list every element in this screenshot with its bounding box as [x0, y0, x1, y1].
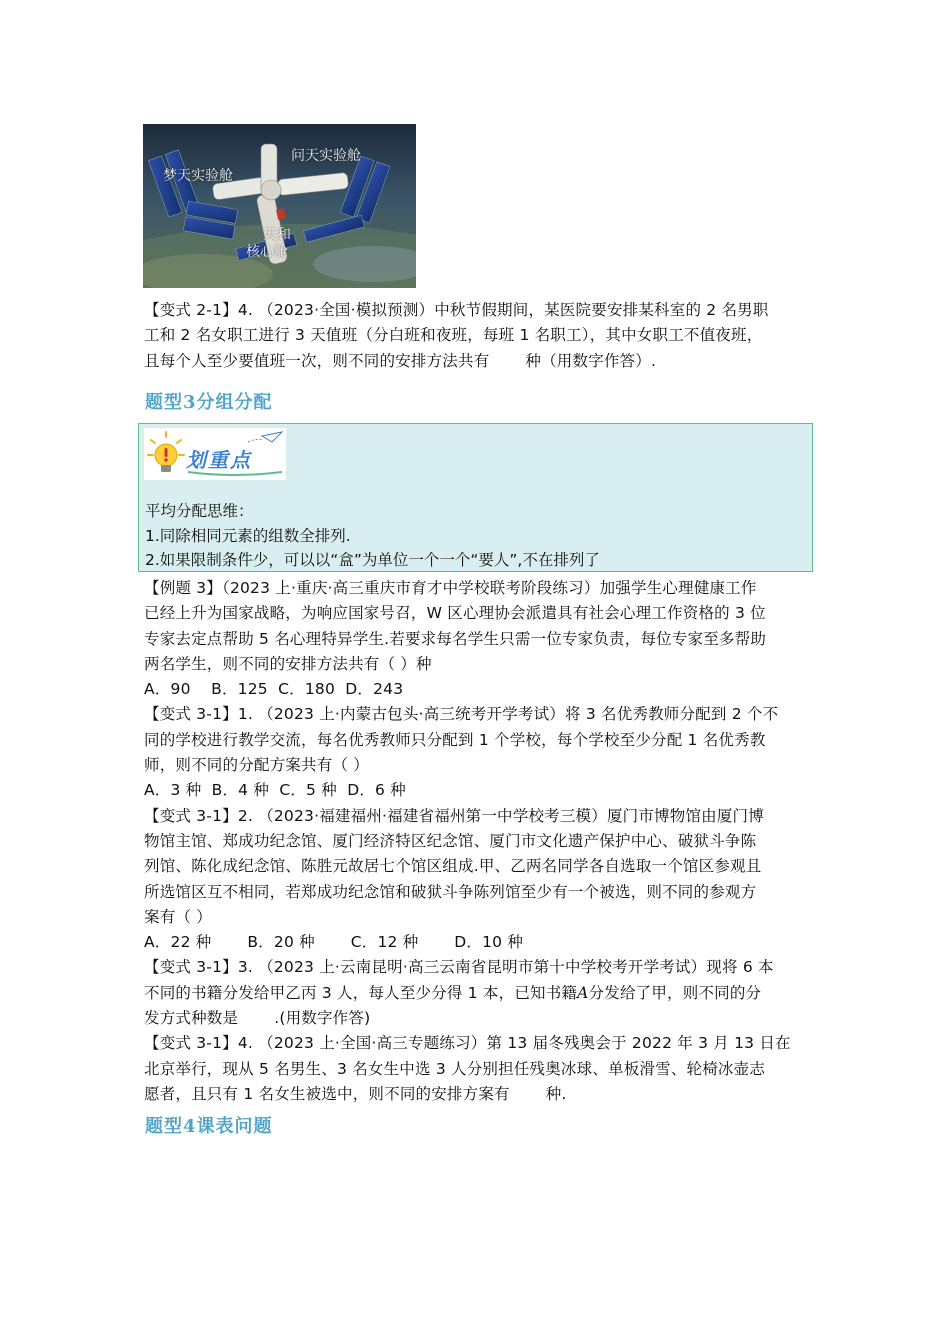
label-mengtian: 梦天实验舱: [163, 168, 233, 184]
space-station-illustration: [143, 124, 416, 288]
text-span: 种.: [545, 1084, 567, 1103]
keypoint-item: 2.如果限制条件少，可以以“盒”为单位一个一个“要人”,不在排列了: [145, 551, 600, 569]
label-tianhe: 天和: [263, 227, 291, 243]
keypoint-box: [138, 423, 813, 572]
answer-options: A．3 种 B．4 种 C．5 种 D．6 种: [144, 781, 406, 800]
text-span: 愿者，且只有 1 名女生被选中，则不同的安排方案有: [144, 1084, 510, 1103]
text-line: 工和 2 名女职工进行 3 天值班（分白班和夜班，每班 1 名职工），其中女职工不值夜班，: [144, 326, 763, 345]
text-span: 分发给了甲，则不同的分: [588, 983, 762, 1002]
text-line: 两名学生，则不同的安排方法共有（ ）种: [144, 654, 432, 673]
text-line: 北京举行，现从 5 名男生、3 名女生中选 3 人分别担任残奥冰球、单板滑雪、轮椅冰壶志: [144, 1059, 766, 1078]
text-span: 发方式种数是: [144, 1009, 239, 1028]
label-wentian: 问天实验舱: [291, 148, 361, 164]
text-line: 【变式 2-1】4. （2023·全国·模拟预测）中秋节假期间，某医院要安排某科室的 2 名男职: [144, 301, 769, 319]
text-line: 同的学校进行教学交流，每名优秀教师只分配到 1 个学校，每个学校至少分配 1 名优秀教: [144, 730, 766, 749]
text-line: 列馆、陈化成纪念馆、陈胜元故居七个馆区组成.甲、乙两名同学各自选取一个馆区参观且: [144, 857, 762, 876]
text-line: [144, 349, 812, 374]
variant-2-1-4: [144, 298, 812, 374]
text-line: 【变式 3-1】2. （2023·福建福州·福建省福州第一中学校考三模）厦门市博物馆由厦门博: [144, 806, 764, 825]
text-line: 【例题 3】（2023 上·重庆·高三重庆市育才中学校联考阶段练习）加强学生心理健康工作: [144, 579, 757, 597]
answer-options: A．22 种 B．20 种 C．12 种 D．10 种: [144, 933, 524, 952]
text-line: 专家去定点帮助 5 名心理特异学生.若要求每名学生只需一位专家负责，每位专家至多帮助: [144, 629, 767, 648]
answer-options: A．90 B．125 C．180 D．243: [144, 680, 404, 699]
keypoint-content: [145, 499, 805, 573]
text-line: 物馆主馆、郑成功纪念馆、厦门经济特区纪念馆、厦门市文化遗产保护中心、破狱斗争陈: [144, 831, 757, 850]
text-line: 已经上升为国家战略，为响应国家号召，W 区心理协会派遣具有社会心理工作资格的 3 位: [144, 604, 766, 623]
keypoint-badge-label: 划重点: [186, 448, 252, 472]
text-line: [144, 1006, 812, 1031]
text-line: 案有（ ）: [144, 907, 212, 926]
text-line: 【变式 3-1】3. （2023 上·云南昆明·高三云南省昆明市第十中学校考开学考试）现将 6 本: [144, 958, 774, 977]
keypoint-badge: [144, 428, 286, 480]
space-station-image: [143, 124, 416, 288]
text-span: 种（用数字作答）.: [525, 351, 657, 370]
keypoint-title: 平均分配思维：: [145, 502, 254, 520]
text-line: 师，则不同的分配方案共有（ ）: [144, 756, 369, 775]
text-line: 【变式 3-1】1. （2023 上·内蒙古包头·高三统考开学考试）将 3 名优秀教师分配到 2 个不: [144, 705, 779, 724]
text-line: [144, 981, 812, 1006]
text-line: 所选馆区互不相同，若郑成功纪念馆和破狱斗争陈列馆至少有一个被选，则不同的参观方: [144, 882, 757, 901]
problems-section-3: [144, 576, 812, 1107]
text-line: 【变式 3-1】4. （2023 上·全国·高三专题练习）第 13 届冬残奥会于 2022 年 3 月 13 日在: [144, 1034, 791, 1053]
keypoint-item: 1.同除相同元素的组数全排列.: [145, 526, 351, 545]
text-span: .(用数字作答): [274, 1009, 371, 1028]
label-tianhe-core: 核心舱: [246, 244, 288, 260]
text-span: 且每个人至少要值班一次，则不同的安排方法共有: [144, 351, 490, 370]
math-variable: A: [577, 983, 589, 1002]
text-span: 不同的书籍分发给甲乙丙 3 人，每人至少分得 1 本，已知书籍: [144, 983, 578, 1002]
section-heading-4: 题型4课表问题: [145, 1116, 273, 1137]
text-line: [144, 1082, 812, 1107]
section-heading-3: 题型3分组分配: [145, 392, 273, 413]
